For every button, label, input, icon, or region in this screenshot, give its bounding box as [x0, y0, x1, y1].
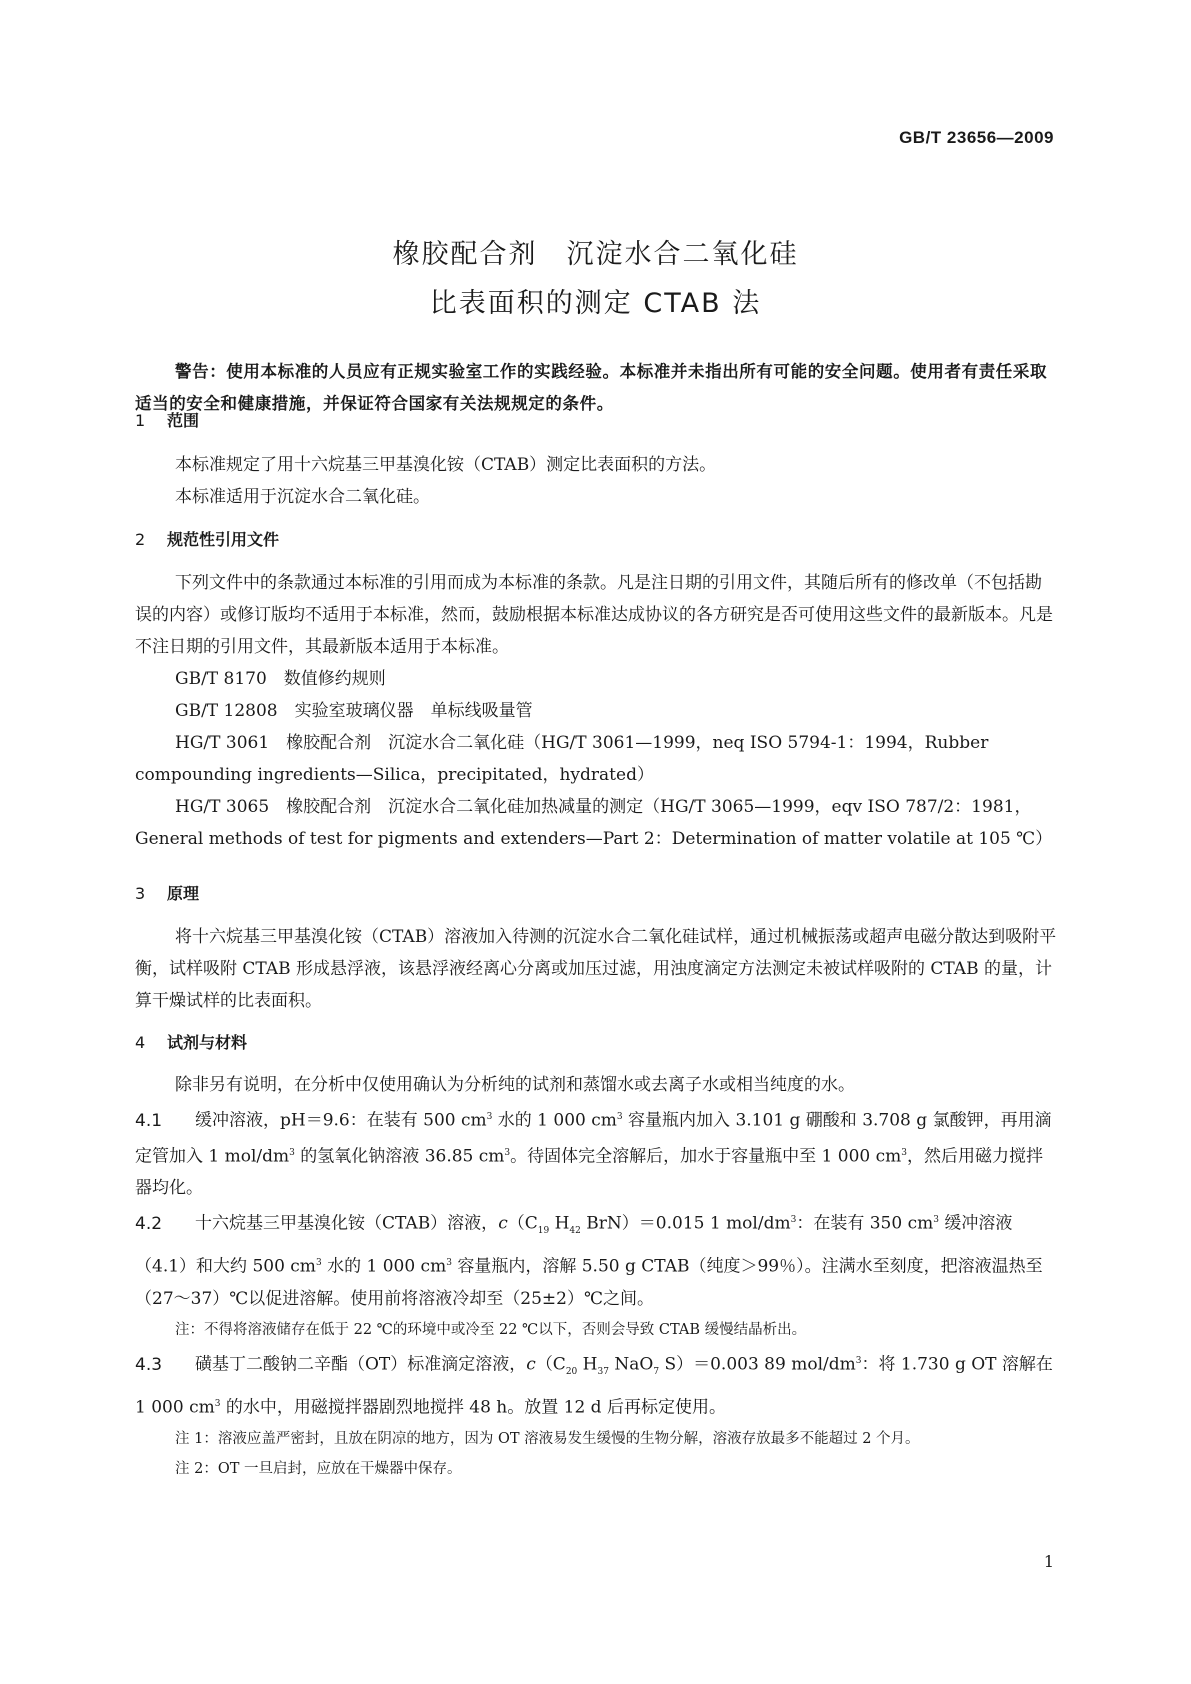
clause-text: （C — [507, 1213, 538, 1234]
document-title-line1: 橡胶配合剂 沉淀水合二氧化硅 — [392, 239, 799, 270]
superscript: 3 — [504, 1147, 511, 1158]
clause-text: H — [549, 1213, 570, 1234]
clause-text: ：将 1.730 g OT 溶解在 1 000 cm — [135, 1354, 1053, 1418]
paragraph: 将十六烷基三甲基溴化铵（CTAB）溶液加入待测的沉淀水合二氧化硅试样，通过机械振荡或超声电磁分散达到吸附平衡，试样吸附 CTAB 形成悬浮液，该悬浮液经离心分离或加压过滤，用浊度滴定方法测定未被试样吸附的 CTAB 的量，计算干燥试样的比表面积。 — [135, 927, 1057, 1011]
clause-text: 缓冲溶液（4.1）和大约 500 cm — [135, 1213, 1013, 1278]
superscript: 3 — [933, 1215, 939, 1226]
clause-text: 水的 1 000 cm — [492, 1110, 617, 1131]
paragraph: 除非另有说明，在分析中仅使用确认为分析纯的试剂和蒸馏水或去离子水或相当纯度的水。 — [175, 1075, 855, 1095]
clause-text: 的氢氧化钠溶液 36.85 cm — [294, 1146, 505, 1167]
standard-number: GB/T 23656—2009 — [899, 128, 1054, 147]
clause-text: 容量瓶内，溶解 5.50 g CTAB（纯度＞99％）。注满水至刻度，把溶液温热至（27～37）℃以促进溶解。使用前将溶液冷却至（25±2）℃之间。 — [135, 1257, 1043, 1310]
clause-text: BrN）＝0.015 1 mol/dm — [580, 1213, 791, 1234]
clause-text: 。待固体完全溶解后，加水于容量瓶中至 1 000 cm — [510, 1146, 902, 1167]
subscript: 37 — [597, 1367, 609, 1378]
paragraph: 本标准规定了用十六烷基三甲基溴化铵（CTAB）测定比表面积的方法。 — [175, 455, 717, 475]
formula-variable: c — [498, 1213, 508, 1234]
note: 注 2：OT 一旦启封，应放在干燥器中保存。 — [175, 1460, 462, 1477]
superscript: 3 — [315, 1258, 322, 1269]
superscript: 3 — [486, 1112, 493, 1122]
section-number: 3 — [135, 884, 146, 903]
paragraph: 本标准适用于沉淀水合二氧化硅。 — [175, 487, 430, 507]
clause-text: 容量瓶内加入 3.101 g 硼酸和 3.708 g 氯酸钾，再用滴定管加入 1 mol/dm — [135, 1110, 1052, 1167]
subscript: 19 — [537, 1226, 550, 1237]
clause-4-1 — [135, 1101, 1057, 1204]
superscript: 3 — [214, 1399, 221, 1410]
superscript: 3 — [855, 1356, 862, 1367]
clause-text: 水的 1 000 cm — [321, 1257, 447, 1278]
section-3-heading — [135, 881, 199, 904]
section-number: 1 — [135, 411, 146, 430]
clause-text: ：在装有 350 cm — [796, 1213, 934, 1234]
warning-paragraph: 警告：使用本标准的人员应有正规实验室工作的实践经验。本标准并未指出所有可能的安全问题。使用者有责任采取适当的安全和健康措施，并保证符合国家有关法规规定的条件。 — [135, 362, 1048, 413]
clause-4-3 — [135, 1345, 1057, 1424]
section-4-heading — [135, 1030, 247, 1053]
reference-item: HG/T 3065 橡胶配合剂 沉淀水合二氧化硅加热减量的测定（HG/T 3065—1999，eqv ISO 787/2：1981，General methods of test for pigments and extenders—Part 2：Determination of matter volatile at 105 ℃） — [135, 797, 1053, 849]
clause-text: NaO — [608, 1354, 654, 1375]
section-4-body — [135, 1069, 1057, 1484]
page-number: 1 — [1043, 1552, 1054, 1571]
section-number: 2 — [135, 530, 146, 549]
paragraph: 下列文件中的条款通过本标准的引用而成为本标准的条款。凡是注日期的引用文件，其随后所有的修改单（不包括勘误的内容）或修订版均不适用于本标准，然而，鼓励根据本标准达成协议的各方研究是否可使用这些文件的最新版本。凡是不注日期的引用文件，其最新版本适用于本标准。 — [135, 573, 1053, 657]
section-1-heading — [135, 408, 199, 431]
section-title: 范围 — [167, 411, 200, 430]
subscript: 42 — [569, 1226, 581, 1237]
reference-item: GB/T 8170 数值修约规则 — [175, 669, 386, 689]
document-title-line2: 比表面积的测定 CTAB 法 — [429, 288, 762, 319]
clause-number: 4.2 — [135, 1213, 163, 1234]
superscript: 3 — [289, 1147, 295, 1158]
clause-text: 缓冲溶液，pH＝9.6：在装有 500 cm — [195, 1110, 487, 1131]
formula-variable: c — [526, 1354, 536, 1375]
section-3-body — [135, 921, 1057, 1017]
subscript: 20 — [565, 1367, 578, 1378]
clause-text: 十六烷基三甲基溴化铵（CTAB）溶液， — [195, 1213, 499, 1234]
clause-number: 4.1 — [135, 1110, 163, 1131]
superscript: 3 — [616, 1112, 623, 1122]
clause-text: 的水中，用磁搅拌器剧烈地搅拌 48 h。放置 12 d 后再标定使用。 — [220, 1397, 726, 1418]
section-title: 原理 — [167, 884, 200, 903]
section-1-body — [135, 449, 1057, 513]
section-number: 4 — [135, 1033, 146, 1052]
clause-number: 4.3 — [135, 1354, 163, 1375]
clause-text: H — [577, 1354, 598, 1375]
subscript: 7 — [653, 1367, 660, 1378]
section-2-heading — [135, 527, 279, 550]
superscript: 3 — [446, 1258, 452, 1269]
superscript: 3 — [901, 1147, 908, 1158]
clause-4-2 — [135, 1204, 1057, 1315]
reference-item: GB/T 12808 实验室玻璃仪器 单标线吸量管 — [175, 701, 533, 721]
clause-text: ，然后用磁力搅拌器均化。 — [135, 1146, 1044, 1199]
section-title: 规范性引用文件 — [167, 530, 280, 549]
clause-text: 磺基丁二酸钠二辛酯（OT）标准滴定溶液， — [195, 1354, 527, 1375]
section-title: 试剂与材料 — [167, 1033, 248, 1052]
note: 注 1：溶液应盖严密封，且放在阴凉的地方，因为 OT 溶液易发生缓慢的生物分解，溶液存放最多不能超过 2 个月。 — [175, 1430, 920, 1447]
reference-item: HG/T 3061 橡胶配合剂 沉淀水合二氧化硅（HG/T 3061—1999，neq ISO 5794-1：1994，Rubber compounding ingredients—Silica，precipitated，hydrated） — [135, 733, 989, 785]
clause-text: （C — [535, 1354, 566, 1375]
superscript: 3 — [790, 1215, 797, 1226]
section-2-body — [135, 567, 1057, 855]
clause-text: S）＝0.003 89 mol/dm — [659, 1354, 856, 1375]
note: 注：不得将溶液储存在低于 22 ℃的环境中或冷至 22 ℃以下，否则会导致 CTAB 缓慢结晶析出。 — [175, 1322, 807, 1339]
